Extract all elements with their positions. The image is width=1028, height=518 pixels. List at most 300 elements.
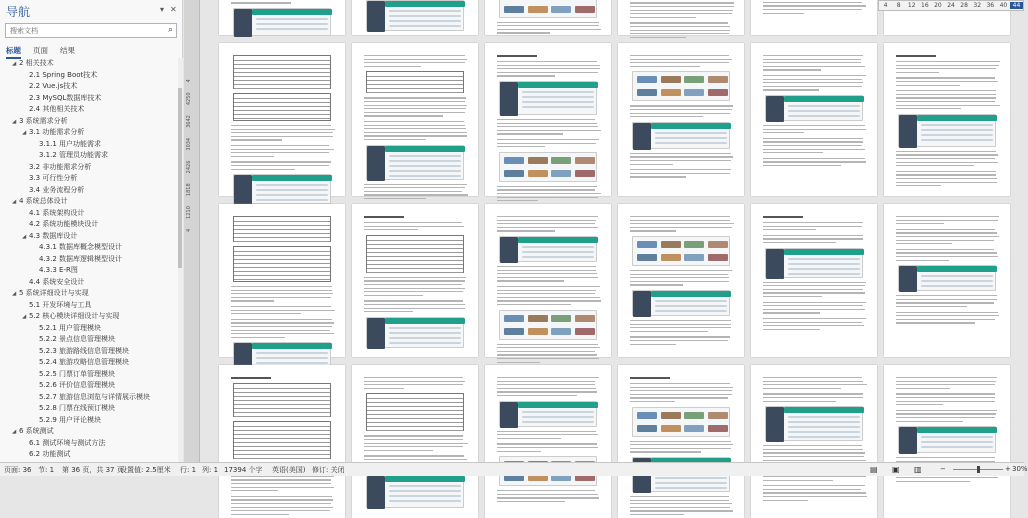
collapse-arrow-icon[interactable]: ◢ (22, 314, 27, 320)
text-line (231, 306, 331, 307)
photo-thumb (504, 315, 524, 322)
text-line (231, 313, 301, 314)
text-line (763, 312, 820, 313)
tab-pages[interactable]: 页面 (33, 46, 48, 55)
admin-row (256, 357, 328, 359)
admin-header (784, 249, 864, 255)
photo-thumb (708, 89, 728, 96)
photo-thumb (708, 254, 728, 261)
photo-thumb (551, 170, 571, 177)
admin-sidebar (766, 249, 784, 279)
table-rule (367, 84, 463, 85)
collapse-arrow-icon[interactable]: ◢ (12, 118, 17, 125)
outline-item[interactable] (0, 346, 129, 357)
table-rule (234, 442, 330, 443)
outline-item[interactable] (0, 323, 101, 334)
ruler-mark: 4250 (186, 92, 192, 106)
strip-item[interactable]: 24 (947, 2, 955, 9)
table-rule (234, 430, 330, 431)
outline-item[interactable] (0, 265, 78, 276)
admin-header (784, 96, 864, 102)
text-line (630, 109, 732, 110)
text-line (630, 26, 730, 27)
table-rule (234, 98, 330, 99)
screenshot-figure (765, 406, 863, 441)
collapse-arrow-icon[interactable]: ◢ (12, 429, 17, 435)
text-line (231, 487, 334, 488)
admin-sidebar (367, 146, 385, 181)
admin-row (522, 91, 594, 93)
text-line (630, 230, 676, 231)
collapse-arrow-icon[interactable]: ◢ (22, 233, 27, 240)
document-page (618, 43, 744, 196)
text-line (896, 223, 944, 224)
text-line (896, 165, 974, 166)
outline-tree (0, 58, 178, 462)
document-page (352, 0, 478, 35)
text-line (896, 97, 996, 98)
table-rule (234, 279, 330, 280)
strip-item-active[interactable]: 44 (1010, 2, 1023, 9)
text-line (763, 165, 841, 166)
admin-row (655, 305, 727, 307)
strip-item[interactable]: 32 (973, 2, 982, 9)
outline-item[interactable] (0, 173, 77, 184)
text-line (364, 115, 443, 116)
tab-results[interactable]: 结果 (60, 46, 75, 55)
text-line (364, 105, 467, 106)
admin-row (389, 20, 461, 22)
photo-thumb (708, 412, 728, 419)
text-line (896, 158, 995, 159)
document-page (751, 204, 877, 357)
text-line (896, 417, 995, 418)
admin-row (256, 352, 328, 354)
text-line (763, 161, 866, 162)
print-layout-icon[interactable]: ▣ (892, 465, 900, 474)
text-line (231, 319, 332, 320)
text-line (497, 143, 596, 144)
text-line (763, 309, 865, 310)
admin-row (389, 332, 461, 334)
text-line (630, 394, 732, 395)
text-line (763, 69, 821, 70)
outline-item[interactable] (0, 93, 101, 104)
admin-row (788, 436, 860, 438)
table-rule (367, 256, 463, 257)
zoom-in-icon[interactable]: + (1005, 465, 1011, 473)
admin-row (522, 416, 594, 418)
text-line (896, 312, 998, 313)
text-line (497, 123, 597, 124)
admin-row (921, 124, 993, 126)
outline-item-label: 6 系统测试 (19, 427, 54, 435)
text-line (896, 477, 998, 478)
outline-item[interactable] (0, 242, 122, 253)
collapse-arrow-icon[interactable]: ◢ (12, 61, 17, 67)
outline-item[interactable] (0, 311, 119, 322)
outline-item[interactable] (0, 70, 97, 81)
strip-item[interactable]: 4 (883, 2, 888, 9)
text-line (763, 145, 862, 146)
table-rule (367, 76, 463, 77)
outline-item[interactable] (0, 392, 150, 403)
nav-scrollbar[interactable] (178, 58, 183, 462)
table-rule (367, 260, 463, 261)
photo-thumb (551, 328, 571, 335)
screenshot-figure (898, 426, 996, 453)
text-line (630, 113, 730, 114)
strip-item[interactable]: 12 (907, 2, 916, 9)
admin-row (921, 134, 993, 136)
outline-item[interactable] (0, 449, 70, 460)
tab-headings[interactable]: 标题 (6, 45, 21, 59)
outline-item[interactable] (0, 116, 68, 127)
outline-item[interactable] (0, 369, 115, 380)
text-line (364, 125, 465, 126)
text-line (896, 410, 997, 411)
text-line (364, 62, 465, 63)
zoom-level[interactable]: 30% (1012, 465, 1028, 473)
document-page (485, 204, 611, 357)
section-heading (364, 216, 404, 218)
document-page (485, 0, 611, 35)
outline-item[interactable] (0, 415, 101, 426)
text-line (630, 2, 734, 3)
admin-row (921, 446, 993, 448)
text-line (763, 485, 865, 486)
outline-item[interactable] (0, 196, 68, 207)
outline-item[interactable] (0, 162, 91, 173)
search-input[interactable] (5, 23, 177, 38)
outline-item[interactable] (0, 127, 84, 138)
text-line (896, 393, 995, 394)
admin-row (389, 342, 461, 344)
document-page (618, 0, 744, 35)
document-page (751, 0, 877, 35)
text-line (497, 434, 598, 435)
ruler-mark: 4 (186, 79, 192, 83)
search-icon[interactable]: ⌕ (167, 25, 173, 35)
table-rule (367, 426, 463, 427)
strip-item[interactable]: 36 (986, 2, 995, 9)
text-line (364, 97, 466, 98)
outline-item-label: 5.2.4 旅游攻略信息管理模块 (39, 358, 130, 366)
text-line (630, 37, 686, 38)
outline-item[interactable] (0, 208, 84, 219)
admin-sidebar (633, 123, 651, 150)
ruler-mark: 1210 (186, 206, 192, 219)
text-line (896, 220, 998, 221)
table-rule (234, 251, 330, 252)
table-rule (367, 422, 463, 423)
outline-item[interactable] (0, 231, 77, 242)
admin-sidebar (367, 1, 385, 32)
text-line (763, 325, 864, 326)
read-mode-icon[interactable]: ▤ (870, 465, 878, 474)
ruler-mark: 3642 (186, 115, 192, 128)
admin-row (389, 165, 461, 167)
table-rule (367, 418, 463, 419)
text-line (231, 125, 331, 126)
photo-thumb (551, 6, 571, 13)
text-line (630, 62, 729, 63)
table-figure (366, 393, 464, 431)
strip-item[interactable]: 40 (999, 2, 1008, 9)
admin-row (256, 18, 328, 20)
admin-row (256, 184, 328, 186)
admin-row (389, 155, 461, 157)
document-page (884, 204, 1010, 357)
outline-item[interactable] (0, 426, 54, 437)
web-layout-icon[interactable]: ▥ (914, 465, 922, 474)
photo-thumb (684, 412, 704, 419)
document-page (352, 365, 478, 518)
text-line (364, 128, 466, 129)
outline-item[interactable] (0, 357, 129, 368)
text-line (364, 132, 467, 133)
status-section[interactable]: 节: 1 (38, 466, 55, 474)
photo-thumb (637, 412, 657, 419)
text-line (630, 383, 730, 384)
text-line (497, 447, 598, 448)
text-line (364, 187, 465, 188)
collapse-arrow-icon[interactable]: ◢ (22, 130, 27, 136)
photo-thumb (551, 157, 571, 164)
outline-item[interactable] (0, 334, 115, 345)
text-line (630, 444, 733, 445)
admin-row (522, 421, 594, 423)
photo-thumb (661, 412, 681, 419)
nav-title: 导航 (6, 5, 31, 19)
outline-item[interactable] (0, 150, 108, 161)
admin-header (784, 407, 864, 413)
text-line (630, 507, 730, 508)
text-line (630, 22, 728, 23)
text-line (896, 101, 995, 102)
photo-thumb (504, 6, 524, 13)
table-rule (234, 237, 330, 238)
text-line (497, 119, 595, 120)
page-thumbnail-strip[interactable] (878, 0, 1024, 11)
text-line (497, 65, 600, 66)
outline-item-label: 3 系统需求分析 (19, 116, 68, 125)
text-line (630, 227, 732, 228)
text-line (231, 139, 282, 140)
text-line (763, 388, 841, 389)
text-line (896, 306, 967, 307)
text-line (630, 164, 673, 165)
strip-item[interactable]: 16 (921, 2, 929, 9)
text-line (630, 324, 731, 325)
table-rule (367, 272, 463, 273)
outline-item-label: 5 系统详细设计与实现 (19, 289, 89, 297)
text-line (630, 223, 734, 224)
text-line (763, 476, 866, 477)
text-line (364, 443, 468, 444)
text-line (763, 9, 862, 10)
text-line (630, 503, 732, 504)
status-column[interactable]: 列: 1 (202, 466, 219, 474)
table-rule (234, 68, 330, 69)
text-line (630, 30, 730, 31)
screenshot-figure (233, 8, 331, 36)
text-line (231, 330, 330, 331)
screenshot-figure (632, 290, 730, 316)
text-line (896, 381, 996, 382)
outline-item[interactable] (0, 254, 122, 265)
photo-thumb (708, 425, 728, 432)
table-rule (234, 225, 330, 226)
admin-sidebar (234, 9, 252, 37)
admin-header (518, 82, 598, 88)
text-line (896, 302, 994, 303)
text-line (364, 377, 463, 378)
text-line (231, 152, 329, 153)
text-line (497, 391, 597, 392)
photo-thumb (637, 76, 657, 83)
text-line (763, 289, 863, 290)
text-line (763, 149, 865, 150)
text-line (231, 297, 331, 298)
text-line (497, 220, 596, 221)
text-line (896, 319, 995, 320)
text-line (364, 277, 466, 278)
text-line (763, 152, 823, 153)
outline-item[interactable] (0, 288, 89, 299)
photo-thumb (551, 315, 571, 322)
outline-item-label: 3.2 非功能需求分析 (29, 162, 92, 171)
ruler-mark: 4 (186, 228, 192, 232)
text-line (630, 451, 701, 452)
text-line (630, 13, 732, 14)
photo-thumb (504, 328, 524, 335)
outline-item[interactable] (0, 277, 84, 288)
outline-item[interactable] (0, 300, 91, 311)
table-rule (234, 110, 330, 111)
photo-thumb (575, 315, 595, 322)
table-rule (234, 267, 330, 268)
table-rule (234, 64, 330, 65)
photo-thumb (637, 241, 657, 248)
admin-row (921, 285, 993, 287)
text-line (630, 160, 731, 161)
text-line (497, 32, 550, 33)
status-word-count[interactable]: 17394 个字 (224, 466, 263, 474)
nav-scroll-thumb[interactable] (178, 88, 182, 268)
admin-row (389, 170, 461, 172)
photo-thumb (684, 425, 704, 432)
outline-item[interactable] (0, 104, 84, 115)
nav-tabs (6, 45, 75, 59)
text-line (364, 108, 466, 109)
collapse-arrow-icon[interactable]: ◢ (12, 199, 17, 205)
text-line (763, 55, 863, 56)
admin-sidebar (899, 266, 917, 292)
admin-row (921, 436, 993, 438)
collapse-arrow-icon[interactable]: ◢ (12, 291, 17, 297)
zoom-out-icon[interactable]: − (940, 465, 946, 473)
table-rule (234, 84, 330, 85)
close-icon[interactable]: ✕ (170, 5, 177, 14)
text-line (896, 315, 999, 316)
admin-row (522, 101, 594, 103)
text-line (497, 68, 600, 69)
text-line (763, 480, 833, 481)
screenshot-figure (632, 122, 730, 149)
strip-item[interactable]: 20 (934, 2, 942, 9)
text-line (497, 362, 540, 363)
text-line (497, 139, 599, 140)
outline-item[interactable] (0, 81, 77, 92)
outline-item[interactable] (0, 58, 54, 69)
status-track-changes[interactable]: 修订: 关闭 (312, 466, 345, 474)
document-page (352, 43, 478, 196)
zoom-slider-thumb[interactable] (977, 466, 980, 473)
text-line (364, 198, 426, 199)
text-line (763, 235, 863, 236)
text-line (630, 514, 684, 515)
admin-row (522, 251, 594, 253)
status-line[interactable]: 行: 1 (180, 466, 197, 474)
text-line (497, 22, 599, 23)
text-line (497, 490, 595, 491)
document-view[interactable] (201, 0, 1024, 462)
text-line (630, 320, 731, 321)
text-line (497, 277, 598, 278)
status-position[interactable]: 设置值: 2.5厘米 (120, 466, 171, 474)
strip-item[interactable]: 8 (896, 2, 901, 9)
status-language[interactable]: 英语(美国) (272, 466, 306, 474)
outline-item[interactable] (0, 219, 98, 230)
admin-row (389, 175, 461, 177)
outline-item[interactable] (0, 380, 115, 391)
status-page-of[interactable]: 第 36 页，共 37 页 (62, 466, 124, 474)
outline-item[interactable] (0, 139, 101, 150)
status-bar (0, 462, 1028, 476)
admin-row (655, 482, 727, 484)
text-line (231, 490, 278, 491)
outline-item-label: 3.1.2 管理员功能需求 (39, 151, 109, 159)
admin-row (389, 485, 461, 487)
text-line (497, 230, 555, 231)
document-page (219, 0, 345, 35)
outline-item[interactable] (0, 403, 115, 414)
status-page[interactable]: 页面: 36 (4, 466, 32, 474)
text-line (630, 116, 703, 117)
photo-thumb (575, 6, 595, 13)
text-line (763, 238, 863, 239)
text-line (763, 132, 804, 133)
photo-thumb (661, 89, 681, 96)
strip-item[interactable]: 28 (960, 2, 968, 9)
chevron-down-icon[interactable]: ▾ (160, 5, 165, 14)
admin-row (921, 441, 993, 443)
text-line (364, 388, 404, 389)
text-line (497, 438, 561, 439)
text-line (497, 146, 545, 147)
text-line (896, 377, 997, 378)
outline-item-label: 5.2.7 旅游信息浏览与详情展示模块 (39, 392, 151, 401)
photo-thumb (708, 76, 728, 83)
text-line (763, 138, 863, 139)
text-line (763, 452, 865, 453)
outline-item[interactable] (0, 438, 105, 449)
outline-item-label: 5.2 核心模块详细设计与实现 (29, 312, 120, 320)
text-line (763, 86, 862, 87)
outline-item[interactable] (0, 185, 84, 196)
text-line (497, 286, 600, 287)
